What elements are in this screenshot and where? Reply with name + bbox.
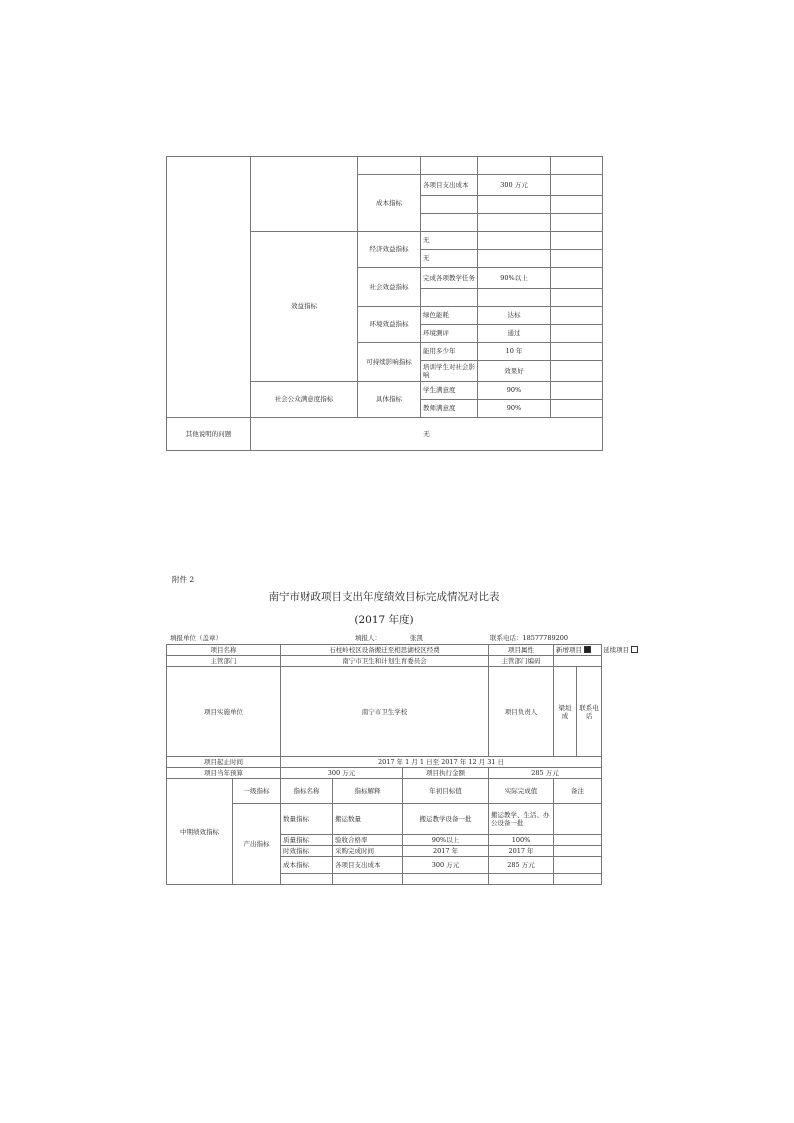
indicator-explain: 验收合格率 — [333, 835, 403, 846]
satisfaction-indicator-label: 社会公众满意度指标 — [251, 382, 358, 418]
indicator-note — [554, 846, 602, 857]
blank-cell — [551, 325, 603, 343]
blank-cell — [421, 157, 478, 175]
env-indicator-label: 环境效益指标 — [358, 307, 421, 343]
blank-cell — [403, 874, 489, 885]
blank-cell — [551, 196, 603, 214]
env-item-label: 环境测评 — [421, 325, 478, 343]
sustain-item-label: 培训学生对社会影响 — [421, 361, 478, 382]
blank-cell — [421, 214, 478, 232]
indicator-name: 质量指标 — [281, 835, 333, 846]
env-item-label: 绿色能耗 — [421, 307, 478, 325]
blank-cell — [551, 175, 603, 196]
blank-cell — [551, 157, 603, 175]
checked-box-icon — [584, 646, 591, 653]
indicator-note — [554, 835, 602, 846]
blank-cell — [551, 307, 603, 325]
blank-cell — [551, 343, 603, 361]
blank-cell — [551, 361, 603, 382]
blank-cell — [551, 232, 603, 250]
blank-cell — [167, 157, 251, 418]
blank-cell — [551, 214, 603, 232]
indicator-target: 2017 年 — [403, 846, 489, 857]
indicator-explain: 采购完成时间 — [333, 846, 403, 857]
year-subtitle: (2017 年度) — [354, 614, 414, 626]
dept-label: 主管部门 — [167, 656, 281, 667]
blank-cell — [333, 874, 403, 885]
indicator-explain: 各项目支出成本 — [333, 857, 403, 874]
dept-code-label: 主管部门编码 — [489, 656, 554, 667]
other-issues-label: 其他说明的问题 — [167, 418, 251, 451]
other-issues-value: 无 — [251, 418, 603, 451]
cost-value: 300 万元 — [478, 175, 551, 196]
filler-label: 填报人： — [355, 634, 381, 642]
indicator-name: 成本指标 — [281, 857, 333, 874]
sustain-item-value: 效果好 — [478, 361, 551, 382]
indicator-actual: 搬运教学、生活、办公设备一批 — [489, 804, 554, 835]
project-name: 石柱岭校区设备搬迁至相思湖校区经费 — [281, 645, 489, 656]
indicator-actual: 285 万元 — [489, 857, 554, 874]
blank-cell — [551, 400, 603, 418]
column-header: 指标名称 — [281, 779, 333, 804]
indicator-explain: 搬运数量 — [333, 804, 403, 835]
indicator-target: 搬运教学设备一批 — [403, 804, 489, 835]
new-project-option: 新增项目 — [556, 645, 582, 654]
column-header: 备注 — [554, 779, 602, 804]
page-title: 南宁市财政项目支出年度绩效目标完成情况对比表 — [268, 591, 500, 603]
phone-number: 联系电话：18577789200 — [490, 634, 568, 642]
impl-unit-label: 项目实施单位 — [167, 667, 281, 757]
exec-amount-value: 285 万元 — [489, 768, 602, 779]
env-item-value: 通过 — [478, 325, 551, 343]
blank-cell — [489, 874, 554, 885]
dept-value: 南宁市卫生和计划生育委员会 — [281, 656, 489, 667]
sustain-indicator-label: 可持续影响指标 — [358, 343, 421, 382]
attachment-label: 附件 2 — [172, 575, 195, 584]
econ-item: 无 — [421, 232, 478, 250]
satisfaction-item-value: 90% — [478, 400, 551, 418]
performance-comparison-table — [166, 644, 630, 885]
blank-cell — [421, 196, 478, 214]
blank-cell — [478, 196, 551, 214]
budget-label: 项目当年预算 — [167, 768, 281, 779]
fill-unit-label: 填报单位（盖章） — [170, 634, 222, 642]
column-header: 年初目标值 — [403, 779, 489, 804]
satisfaction-item-value: 90% — [478, 382, 551, 400]
column-header: 一级指标 — [233, 779, 281, 804]
blank-cell — [551, 250, 603, 268]
period-value: 2017 年 1 月 1 日至 2017 年 12 月 31 日 — [281, 757, 602, 768]
blank-cell — [554, 874, 602, 885]
blank-cell — [478, 157, 551, 175]
sustain-item-value: 10 年 — [478, 343, 551, 361]
indicator-note — [554, 804, 602, 835]
performance-table-continued — [166, 156, 603, 451]
column-header: 实际完成值 — [489, 779, 554, 804]
env-item-value: 达标 — [478, 307, 551, 325]
project-attr-options — [554, 645, 630, 656]
indicator-actual: 100% — [489, 835, 554, 846]
blank-cell — [478, 289, 551, 307]
indicator-note — [554, 857, 602, 874]
contact-label: 联系电话 — [577, 667, 602, 757]
satisfaction-item-label: 学生满意度 — [421, 382, 478, 400]
blank-cell — [478, 214, 551, 232]
extended-project-option: 延续项目 — [603, 645, 630, 654]
social-indicator-label: 社会效益指标 — [358, 268, 421, 307]
dept-code-value — [554, 656, 602, 667]
indicator-name: 时效指标 — [281, 846, 333, 857]
indicator-actual: 2017 年 — [489, 846, 554, 857]
blank-cell — [421, 289, 478, 307]
social-item: 完成各项教学任务 — [421, 268, 478, 289]
benefit-indicator-label: 效益指标 — [251, 232, 358, 382]
project-name-label: 项目名称 — [167, 645, 281, 656]
blank-cell — [551, 382, 603, 400]
blank-cell — [551, 289, 603, 307]
period-label: 项目起止时间 — [167, 757, 281, 768]
leader-value: 梁垣成 — [554, 667, 577, 757]
econ-item: 无 — [421, 250, 478, 268]
blank-cell — [478, 250, 551, 268]
unchecked-box-icon — [631, 646, 638, 653]
exec-amount-label: 项目执行金额 — [403, 768, 489, 779]
social-value: 90%以上 — [478, 268, 551, 289]
blank-cell — [251, 157, 358, 232]
blank-cell — [551, 268, 603, 289]
leader-label: 项目负责人 — [489, 667, 554, 757]
indicator-name: 数量指标 — [281, 804, 333, 835]
blank-cell — [478, 232, 551, 250]
satisfaction-item-label: 教师满意度 — [421, 400, 478, 418]
sustain-item-label: 能用多少年 — [421, 343, 478, 361]
blank-cell — [281, 874, 333, 885]
cost-indicator-label: 成本指标 — [358, 175, 421, 232]
indicator-target: 300 万元 — [403, 857, 489, 874]
indicator-target: 90%以上 — [403, 835, 489, 846]
budget-value: 300 万元 — [281, 768, 403, 779]
econ-indicator-label: 经济效益指标 — [358, 232, 421, 268]
specific-indicator-label: 具体指标 — [358, 382, 421, 418]
cost-item: 各项目支出成本 — [421, 175, 478, 196]
project-attr-label: 项目属性 — [489, 645, 554, 656]
impl-unit-value: 南宁市卫生学校 — [281, 667, 489, 757]
blank-cell — [358, 157, 421, 175]
output-indicator-label: 产出指标 — [233, 804, 281, 885]
filler-name: 张凯 — [410, 634, 423, 642]
column-header: 指标解释 — [333, 779, 403, 804]
mid-term-indicator-label: 中期绩效指标 — [167, 779, 233, 885]
